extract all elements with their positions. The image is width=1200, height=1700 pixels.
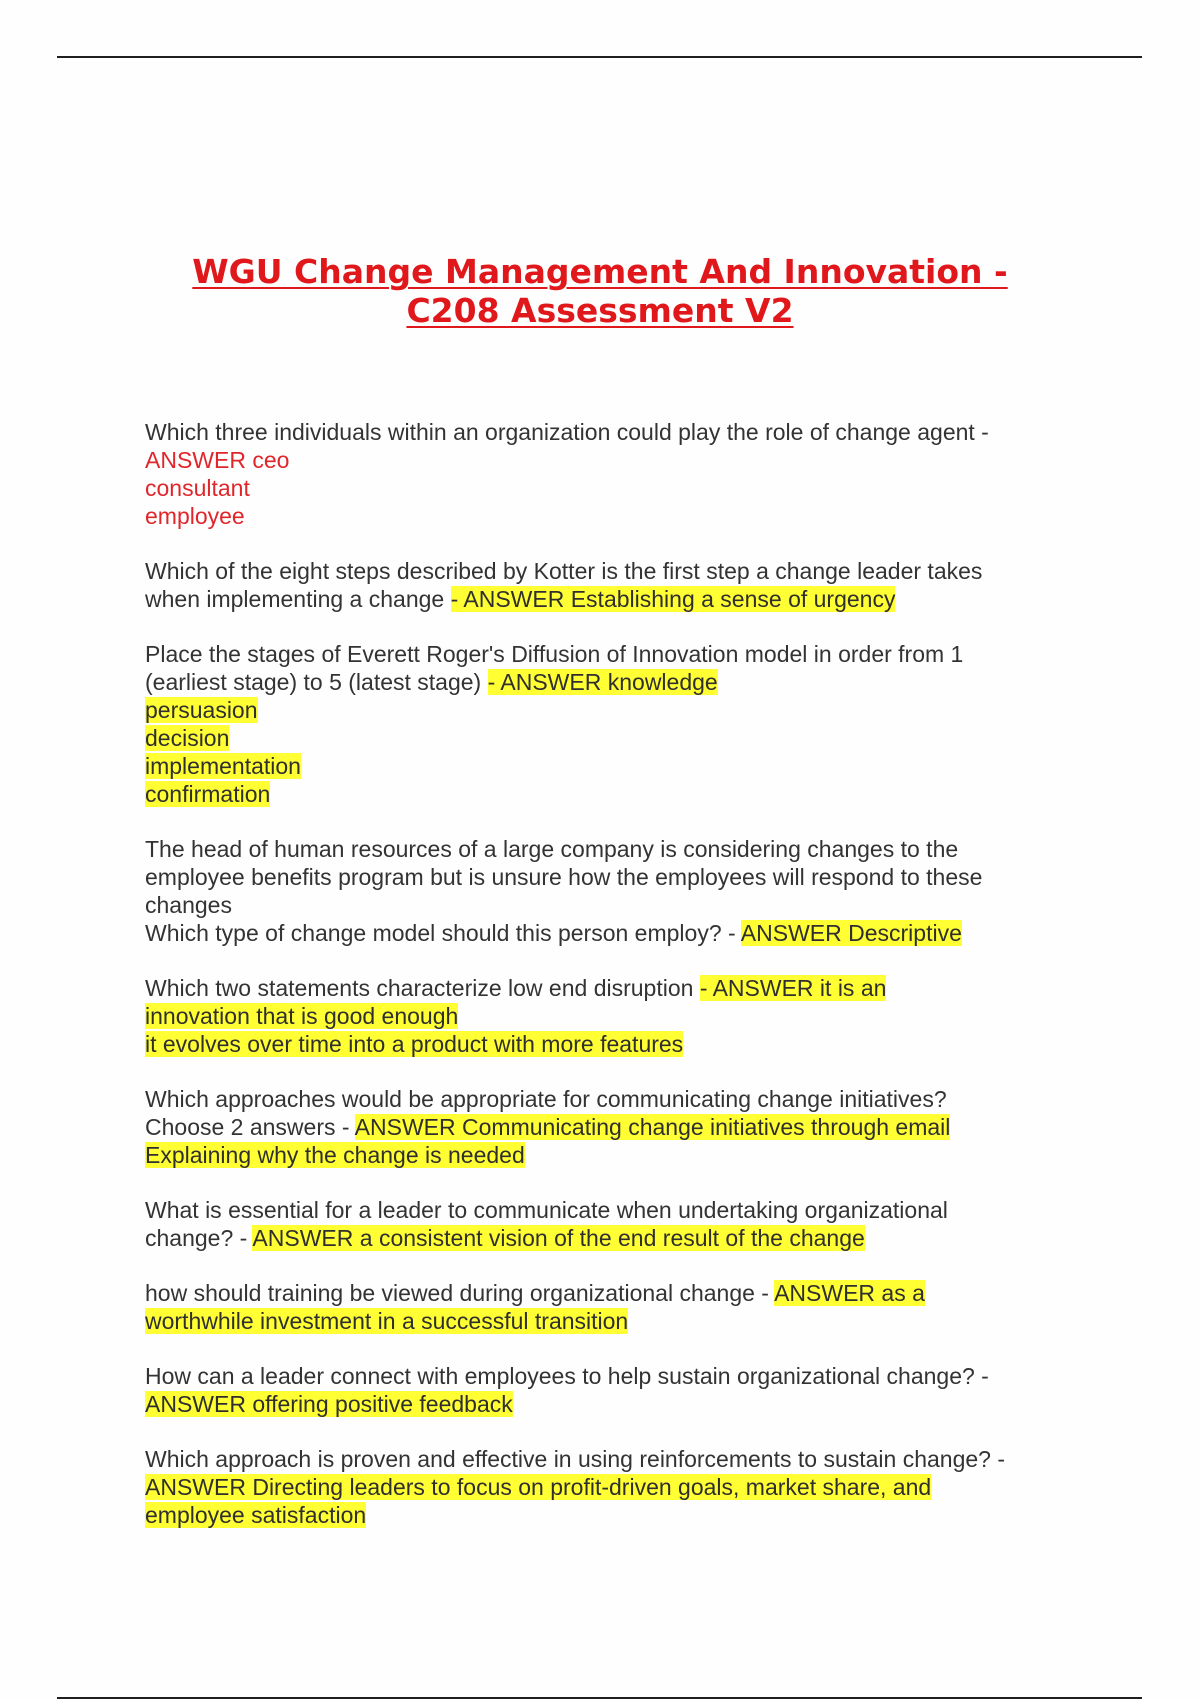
top-rule	[57, 56, 1142, 58]
title-line-1: WGU Change Management And Innovation -	[192, 252, 1008, 291]
answer-1-line-3: employee	[145, 503, 245, 529]
answer-10-line-1: ANSWER Directing leaders to focus on profit-driven goals, market share, and	[145, 1474, 932, 1500]
answer-3-line-4: implementation	[145, 753, 301, 779]
qa-item-3	[145, 640, 1065, 808]
answer-5-line-1: - ANSWER it is an	[699, 975, 887, 1001]
answer-1-line-1: ANSWER ceo	[145, 447, 290, 473]
question-5-line-1: Which two statements characterize low end disruption	[145, 975, 700, 1001]
answer-9-line-1: ANSWER offering positive feedback	[145, 1391, 513, 1417]
question-4-line-4: Which type of change model should this person employ? -	[145, 920, 741, 946]
question-6-line-1: Which approaches would be appropriate for communicating change initiatives?	[145, 1086, 947, 1112]
question-7-line-2: change? -	[145, 1225, 253, 1251]
qa-item-7	[145, 1196, 1065, 1252]
qa-list	[145, 418, 1065, 1556]
question-7-line-1: What is essential for a leader to communicate when undertaking organizational	[145, 1197, 948, 1223]
question-6-line-2: Choose 2 answers -	[145, 1114, 355, 1140]
answer-10-line-2: employee satisfaction	[145, 1502, 367, 1528]
qa-item-4	[145, 835, 1065, 947]
answer-5-line-2: innovation that is good enough	[145, 1003, 459, 1029]
question-2-line-2: when implementing a change	[145, 586, 451, 612]
answer-3-line-1: - ANSWER knowledge	[487, 669, 718, 695]
answer-3-line-3: decision	[145, 725, 230, 751]
answer-8-line-2: worthwhile investment in a successful transition	[145, 1308, 629, 1334]
answer-7-line-1: ANSWER a consistent vision of the end result of the change	[252, 1225, 865, 1251]
question-4-line-1: The head of human resources of a large company is considering changes to the	[145, 836, 959, 862]
answer-2-line-1: - ANSWER Establishing a sense of urgency	[450, 586, 896, 612]
answer-8-line-1: ANSWER as a	[774, 1280, 925, 1306]
answer-1-line-2: consultant	[145, 475, 250, 501]
question-8-line-1: how should training be viewed during organizational change -	[145, 1280, 775, 1306]
question-1: Which three individuals within an organization could play the role of change agent -	[145, 419, 989, 445]
document-title	[100, 252, 1100, 330]
qa-item-2	[145, 557, 1065, 613]
question-2-line-1: Which of the eight steps described by Kotter is the first step a change leader takes	[145, 558, 983, 584]
answer-5-line-3: it evolves over time into a product with more features	[145, 1031, 684, 1057]
answer-3-line-2: persuasion	[145, 697, 258, 723]
qa-item-10	[145, 1445, 1065, 1529]
answer-6-line-1: ANSWER Communicating change initiatives through email	[354, 1114, 951, 1140]
qa-item-8	[145, 1279, 1065, 1335]
question-9-line-1: How can a leader connect with employees to help sustain organizational change? -	[145, 1363, 989, 1389]
answer-4-line-1: ANSWER Descriptive	[740, 920, 962, 946]
question-4-line-2: employee benefits program but is unsure how the employees will respond to these	[145, 864, 983, 890]
question-3-line-1: Place the stages of Everett Roger's Diffusion of Innovation model in order from 1	[145, 641, 964, 667]
qa-item-1	[145, 418, 1065, 530]
question-3-line-2: (earliest stage) to 5 (latest stage)	[145, 669, 488, 695]
question-4-line-3: changes	[145, 892, 232, 918]
qa-item-6	[145, 1085, 1065, 1169]
bottom-rule	[57, 1697, 1142, 1699]
answer-3-line-5: confirmation	[145, 781, 271, 807]
title-line-2: C208 Assessment V2	[406, 291, 794, 330]
question-10-line-1: Which approach is proven and effective in using reinforcements to sustain change? -	[145, 1446, 1006, 1472]
qa-item-5	[145, 974, 1065, 1058]
qa-item-9	[145, 1362, 1065, 1418]
answer-6-line-2: Explaining why the change is needed	[145, 1142, 525, 1168]
